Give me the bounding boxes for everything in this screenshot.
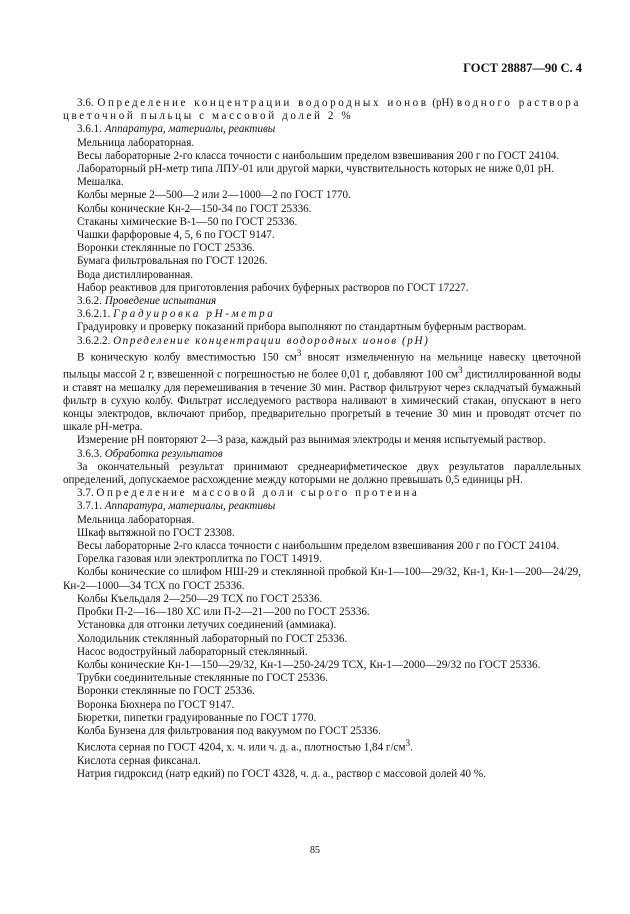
list-item: Колба Бунзена для фильтрования под вакуумом по ГОСТ 25336. bbox=[77, 724, 381, 737]
subsection-title: Определение концентрации водородных ионов (рН) bbox=[113, 334, 430, 347]
list-item: Весы лабораторные 2-го класса точности с наибольшим пределом взвешивания 200 г по ГОСТ 24104. bbox=[77, 540, 560, 553]
subsection-number: 3.7.1. bbox=[77, 500, 102, 513]
list-item bbox=[63, 738, 581, 755]
list-item: Трубки соединительные стеклянные по ГОСТ 25336. bbox=[77, 672, 328, 685]
paragraph-text: вносят измельченную на мельнице навеску цветочной пыльцы массой 2 г, взвешенной с погрешностью не более 0,01 г, добавляют 100 см bbox=[63, 351, 582, 381]
subsection-number: 3.6.1. bbox=[77, 123, 102, 136]
paragraph bbox=[63, 348, 581, 435]
subsection-number: 3.6.2.1. bbox=[77, 308, 111, 321]
subsection-heading bbox=[63, 308, 581, 321]
subsection-heading bbox=[63, 500, 581, 513]
list-item: Насос водоструйный лабораторный стеклянный. bbox=[77, 645, 308, 658]
subsection-title: Обработка результатов bbox=[104, 447, 223, 460]
section-heading bbox=[63, 487, 581, 500]
section-title: Определение концентрации водородных ионов bbox=[97, 97, 429, 109]
subsection-number: 3.6.2.2. bbox=[77, 334, 111, 347]
list-item: Колбы Къельдаля 2—250—29 ТСХ по ГОСТ 25336. bbox=[77, 592, 323, 605]
list-item: Воронка Бюхнера по ГОСТ 9147. bbox=[77, 698, 235, 711]
list-item: Вода дистиллированная. bbox=[77, 268, 194, 281]
list-item: Горелка газовая или электроплитка по ГОСТ 14919. bbox=[77, 553, 322, 566]
subsection-title: Аппаратура, материалы, реактивы bbox=[104, 500, 276, 513]
subsection-number: 3.6.3. bbox=[77, 447, 102, 460]
list-item: Воронки стеклянные по ГОСТ 25336. bbox=[77, 685, 255, 698]
list-item: Мельница лабораторная. bbox=[77, 136, 195, 149]
list-item: Установка для отгонки летучих соединений (аммиака). bbox=[77, 619, 337, 632]
list-item: Воронки стеклянные по ГОСТ 25336. bbox=[77, 242, 255, 255]
paragraph: Измерение рН повторяют 2—3 раза, каждый раз вынимая электроды и меняя испытуемый раствор. bbox=[77, 434, 546, 447]
list-item-text: . bbox=[410, 741, 413, 754]
list-item: Набор реактивов для приготовления рабочих буферных растворов по ГОСТ 17227. bbox=[77, 281, 469, 294]
section-number: 3.7. bbox=[77, 487, 94, 500]
subsection-heading bbox=[63, 295, 581, 308]
paragraph: Градуировку и проверку показаний прибора выполняют по стандартным буферным растворам. bbox=[77, 321, 527, 334]
list-item: Пробки П-2—16—180 ХС или П-2—21—200 по ГОСТ 25336. bbox=[77, 606, 370, 619]
list-item: Бюретки, пипетки градуированные по ГОСТ 1770. bbox=[77, 711, 317, 724]
list-item: Колбы конические со шлифом НШ-29 и стеклянной пробкой Кн-1—100—29/32, Кн-1, Кн-1—200—24/29, Кн-2—1000—34 ТСХ по ГОСТ 25336. bbox=[63, 566, 581, 592]
list-item: Лабораторный рН-метр типа ЛПУ-01 или другой марки, чувствительность которых не ниже 0,01 рН. bbox=[77, 163, 555, 176]
list-item: Весы лабораторные 2-го класса точности с наибольшим пределом взвешивания 200 г по ГОСТ 24104. bbox=[77, 149, 560, 162]
superscript: 3 bbox=[296, 348, 302, 359]
subsection-heading bbox=[63, 123, 581, 136]
section-title-ph: (рН) bbox=[432, 97, 454, 109]
section-title: Определение массовой доли сырого протеина bbox=[96, 487, 420, 500]
list-item: Бумага фильтровальная по ГОСТ 12026. bbox=[77, 255, 268, 268]
list-item: Колбы конические Кн-1—150—29/32, Кн-1—250-24/29 ТСХ, Кн-1—2000—29/32 по ГОСТ 25336. bbox=[77, 658, 541, 671]
superscript: 3 bbox=[405, 739, 411, 750]
subsection-title: Аппаратура, материалы, реактивы bbox=[104, 123, 276, 136]
list-item: Мешалка. bbox=[77, 176, 124, 189]
paragraph: За окончательный результат принимают среднеарифметическое двух результатов параллельных определений, допускаемое расхождение между которыми не должно превышать 0,5 единицы рН. bbox=[63, 460, 581, 487]
subsection-heading bbox=[63, 448, 581, 461]
paragraph-text: дистиллированной воды и ставят на мешалку для перемешивания в течение 30 мин. Раствор фильтруют через складчатый бумажный фильтр в сухую колбу. Фильтрат исследуемого раствора наливают в химический стакан, опускают в него концы электродов, включают прибор, предварительно прогретый в течение 30 мин и проводят отсчет по шкале рН-метра. bbox=[63, 368, 581, 434]
subsection-title: Проведение испытания bbox=[104, 295, 217, 308]
page-number: 85 bbox=[310, 845, 320, 856]
subsection-title: Градуировка рН-метра bbox=[113, 308, 276, 321]
list-item: Колбы конические Кн-2—150-34 по ГОСТ 25336. bbox=[77, 202, 312, 215]
list-item-text: Кислота серная по ГОСТ 4204, х. ч. или ч. д. а., плотностью 1,84 г/см bbox=[77, 741, 406, 754]
subsection-heading bbox=[63, 335, 581, 348]
section-heading bbox=[63, 97, 581, 123]
section-number: 3.6. bbox=[77, 97, 94, 109]
list-item: Кислота серная фиксанал. bbox=[77, 755, 201, 768]
list-item: Чашки фарфоровые 4, 5, 6 по ГОСТ 9147. bbox=[77, 229, 275, 242]
list-item: Шкаф вытяжной по ГОСТ 23308. bbox=[77, 526, 235, 539]
paragraph-text: В коническую колбу вместимостью 150 см bbox=[77, 351, 297, 364]
list-item: Стаканы химические В-1—50 по ГОСТ 25336. bbox=[77, 215, 298, 228]
list-item: Мельница лабораторная. bbox=[77, 513, 195, 526]
superscript: 3 bbox=[458, 365, 463, 376]
document-body bbox=[63, 97, 581, 781]
list-item: Натрия гидроксид (натр едкий) по ГОСТ 4328, ч. д. а., раствор с массовой долей 40 %. bbox=[77, 768, 486, 781]
section-title-end: водного раствора цветочной пыльцы с массовой долей 2 % bbox=[63, 97, 581, 123]
list-item: Холодильник стеклянный лабораторный по ГОСТ 25336. bbox=[77, 632, 348, 645]
subsection-number: 3.6.2. bbox=[77, 295, 102, 308]
page-header: ГОСТ 28887—90 С. 4 bbox=[463, 61, 582, 75]
list-item: Колбы мерные 2—500—2 или 2—1000—2 по ГОСТ 1770. bbox=[77, 189, 351, 202]
